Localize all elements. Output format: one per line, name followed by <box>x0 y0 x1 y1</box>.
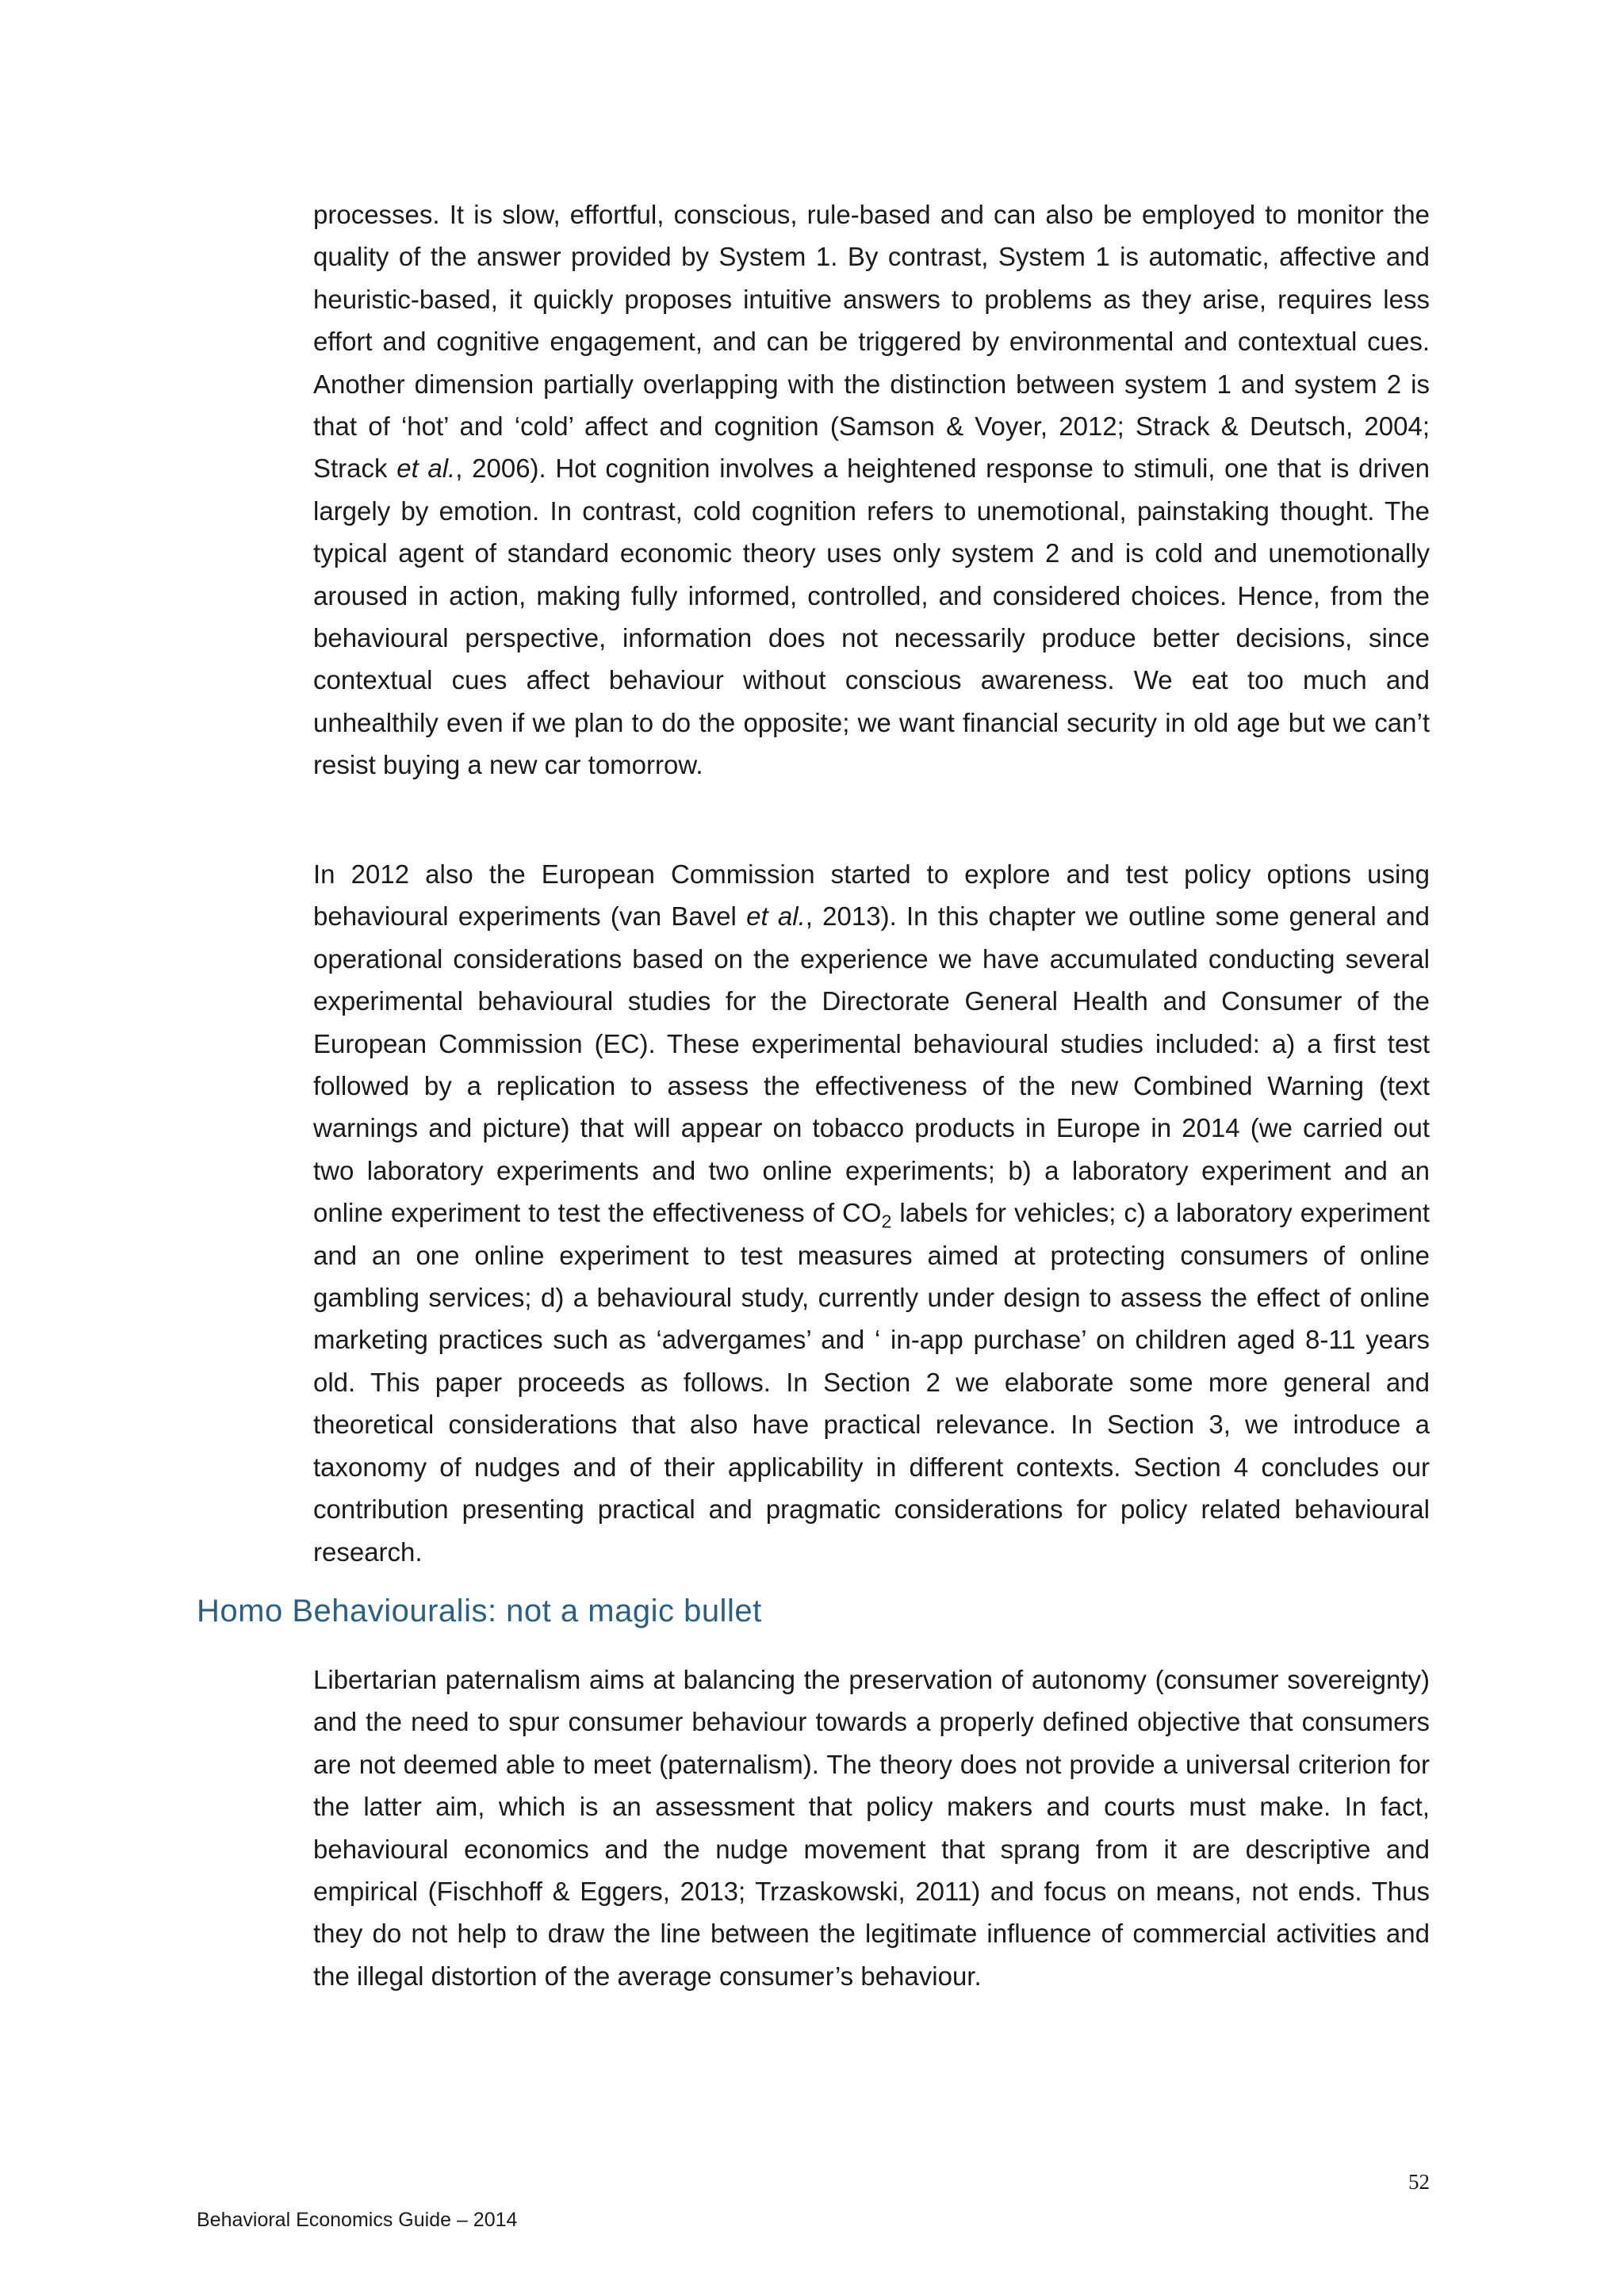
page-number: 52 <box>1408 2170 1430 2194</box>
body-paragraph-2 <box>313 853 1430 1573</box>
section-heading: Homo Behaviouralis: not a magic bullet <box>197 1594 762 1628</box>
paragraph-text: processes. It is slow, effortful, conscious, rule-based and can also be employed to monitor the quality of the answer provided by System 1. By contrast, System 1 is automatic, affective and heuristic-based, it quickly proposes intuitive answers to problems as they arise, requires less effort and cognitive engagement, and can be triggered by environmental and contextual cues. Another dimension partially overlapping with the distinction between system 1 and system 2 is that of ‘hot’ and ‘cold’ affect and cognition (Samson & Voyer, 2012; Strack & Deutsch, 2004; Strack <box>313 200 1430 484</box>
italic-citation: et al. <box>746 901 806 932</box>
body-paragraph-3: Libertarian paternalism aims at balancing the preservation of autonomy (consumer sovereignty) and the need to spur consumer behaviour towards a properly defined objective that consumers are not deemed able to meet (paternalism). The theory does not provide a universal criterion for the latter aim, which is an assessment that policy makers and courts must make. In fact, behavioural economics and the nudge movement that sprang from it are descriptive and empirical (Fischhoff & Eggers, 2013; Trzaskowski, 2011) and focus on means, not ends. Thus they do not help to draw the line between the legitimate influence of commercial activities and the illegal distortion of the average consumer’s behaviour. <box>313 1665 1430 1991</box>
paragraph-text: In 2012 also the European Commission started to explore and test policy options using behavioural experiments (van Bavel <box>313 859 1430 932</box>
subscript: 2 <box>881 1211 892 1232</box>
paragraph-text: , 2006). Hot cognition involves a heightened response to stimuli, one that is driven largely by emotion. In contrast, cold cognition refers to unemotional, painstaking thought. The typical agent of standard economic theory uses only system 2 and is cold and unemotionally aroused in action, making fully informed, controlled, and considered choices. Hence, from the behavioural perspective, information does not necessarily produce better decisions, since contextual cues affect behaviour without conscious awareness. We eat too much and unhealthily even if we plan to do the opposite; we want financial security in old age but we can’t resist buying a new car tomorrow. <box>313 453 1430 780</box>
body-paragraph-1 <box>313 193 1430 786</box>
paragraph-text: , 2013). In this chapter we outline some general and operational considerations based on the experience we have accumulated conducting several experimental behavioural studies for the Directorate General Health and Consumer of the European Commission (EC). These experimental behavioural studies included: a) a first test followed by a replication to assess the effectiveness of the new Combined Warning (text warnings and picture) that will appear on tobacco products in Europe in 2014 (we carried out two laboratory experiments and two online experiments; b) a laboratory experiment and an online experiment to test the effectiveness of CO <box>313 901 1430 1228</box>
italic-citation: et al. <box>396 453 456 484</box>
footer-title: Behavioral Economics Guide – 2014 <box>197 2209 518 2231</box>
paragraph-text: labels for vehicles; c) a laboratory experiment and an one online experiment to test measures aimed at protecting consumers of online gambling services; d) a behavioural study, currently under design to assess the effect of online marketing practices such as ‘advergames’ and ‘ in-app purchase’ on children aged 8-11 years old. This paper proceeds as follows. In Section 2 we elaborate some more general and theoretical considerations that also have practical relevance. In Section 3, we introduce a taxonomy of nudges and of their applicability in different contexts. Section 4 concludes our contribution presenting practical and pragmatic considerations for policy related behavioural research. <box>313 1198 1430 1567</box>
